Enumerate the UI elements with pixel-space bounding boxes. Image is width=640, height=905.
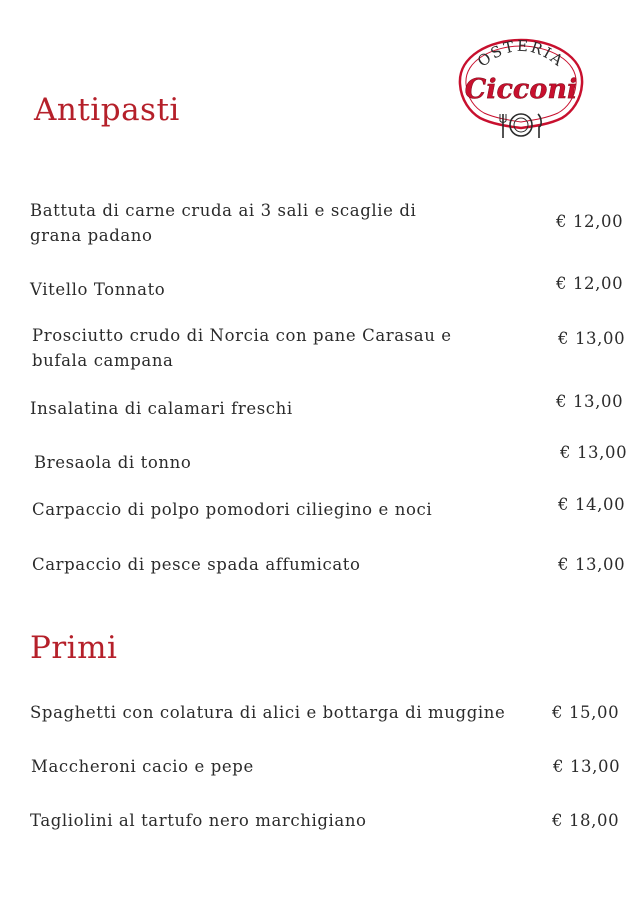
menu-item-name: Insalatina di calamari freschi: [30, 399, 293, 418]
section-title-antipasti: Antipasti: [34, 92, 180, 128]
menu-item-price: € 18,00: [552, 811, 620, 830]
menu-item-name: Battuta di carne cruda ai 3 sali e scaglie di grana padano: [30, 201, 417, 245]
menu-item-price: € 13,00: [560, 443, 628, 462]
menu-item-price: € 12,00: [556, 274, 624, 293]
menu-item-name: Carpaccio di pesce spada affumicato: [32, 555, 361, 574]
menu-item-name: Bresaola di tonno: [34, 453, 192, 472]
menu-item-price: € 14,00: [558, 495, 626, 514]
menu-item-name: Maccheroni cacio e pepe: [31, 757, 254, 776]
menu-item-name: Tagliolini al tartufo nero marchigiano: [30, 811, 367, 830]
svg-text:Cicconi: Cicconi: [464, 74, 578, 105]
menu-item-name: Prosciutto crudo di Norcia con pane Carasau e bufala campana: [32, 326, 452, 370]
menu-item-price: € 12,00: [556, 212, 624, 231]
menu-item-price: € 15,00: [552, 703, 620, 722]
menu-item-price: € 13,00: [556, 392, 624, 411]
menu-item-price: € 13,00: [558, 555, 626, 574]
section-title-primi: Primi: [30, 630, 118, 666]
osteria-cicconi-logo: [450, 32, 592, 144]
menu-item-price: € 13,00: [558, 329, 626, 348]
menu-item-price: € 13,00: [553, 757, 621, 776]
menu-item-name: Spaghetti con colatura di alici e bottarga di muggine: [30, 703, 506, 722]
logo-badge: [450, 32, 592, 144]
svg-text:OSTERIA: OSTERIA: [474, 36, 568, 71]
menu-item-name: Vitello Tonnato: [30, 280, 166, 299]
menu-item-name: Carpaccio di polpo pomodori ciliegino e noci: [32, 500, 433, 519]
